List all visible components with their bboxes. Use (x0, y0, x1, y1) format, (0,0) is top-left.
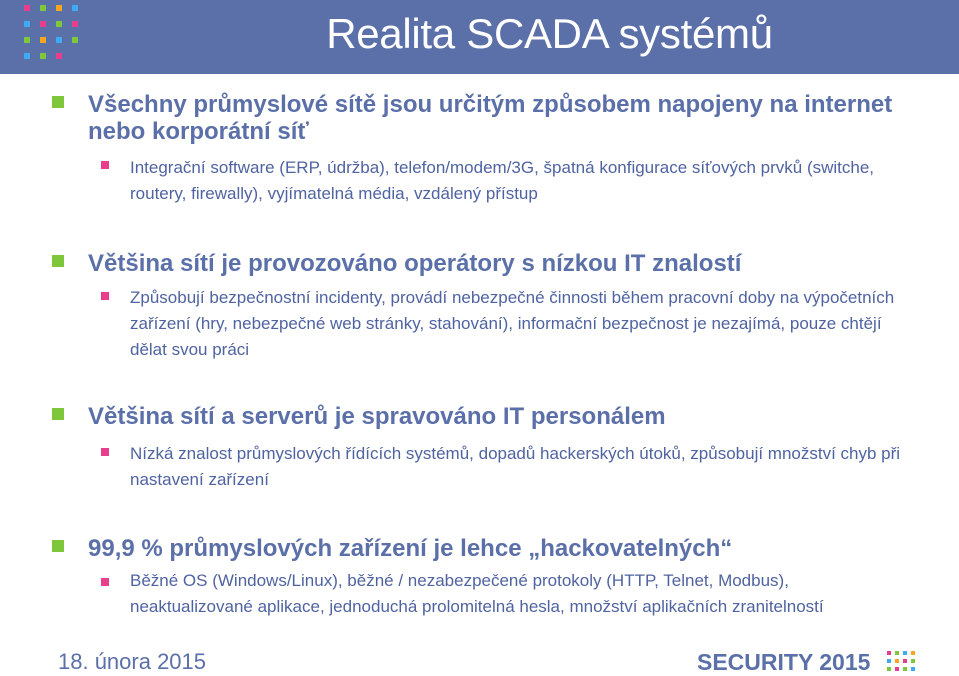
bullet-text: Běžné OS (Windows/Linux), běžné / nezabezpečené protokoly (HTTP, Telnet, Modbus), neaktualizované aplikace, jednoduchá prolomitelná hesla, množství aplikačních zranitelností (130, 571, 824, 616)
bullet-text: Integrační software (ERP, údržba), telefon/modem/3G, špatná konfigurace síťových prvků (switche, routery, firewally), vyjímatelná média, vzdálený přístup (130, 158, 875, 203)
bullet-heading: 99,9 % průmyslových zařízení je lehce „hackovatelných“ (88, 535, 733, 562)
bullet-icon (52, 255, 64, 267)
brand-dots-icon (887, 651, 915, 675)
bullet-text: Způsobují bezpečnostní incidenty, provádí nebezpečné činnosti během pracovní doby na výpočetních zařízení (hry, nebezpečné web stránky, stahování), informační bezpečnost je nezajímá, pouze chtějí dělat svou práci (130, 288, 895, 359)
bullet-text: Nízká znalost průmyslových řídících systémů, dopadů hackerských útoků, způsobují množství chyb při nastavení zařízení (130, 444, 901, 489)
sub-bullet-icon (101, 448, 109, 456)
sub-bullet-icon (101, 578, 109, 586)
footer-date: 18. února 2015 (58, 649, 207, 674)
sub-bullet-icon (101, 292, 109, 300)
bullet-icon (52, 408, 64, 420)
footer-brand: SECURITY 2015 (697, 649, 871, 675)
slide-title: Realita SCADA systémů (326, 10, 773, 57)
bullet-heading: Všechny průmyslové sítě jsou určitým způsobem napojeny na internet nebo korporátní síť (88, 91, 893, 145)
bullet-heading: Většina sítí a serverů je spravováno IT personálem (88, 403, 666, 430)
bullet-heading: Většina sítí je provozováno operátory s nízkou IT znalostí (88, 250, 742, 277)
bullet-icon (52, 540, 64, 552)
sub-bullet-icon (101, 161, 109, 169)
bullet-icon (52, 96, 64, 108)
